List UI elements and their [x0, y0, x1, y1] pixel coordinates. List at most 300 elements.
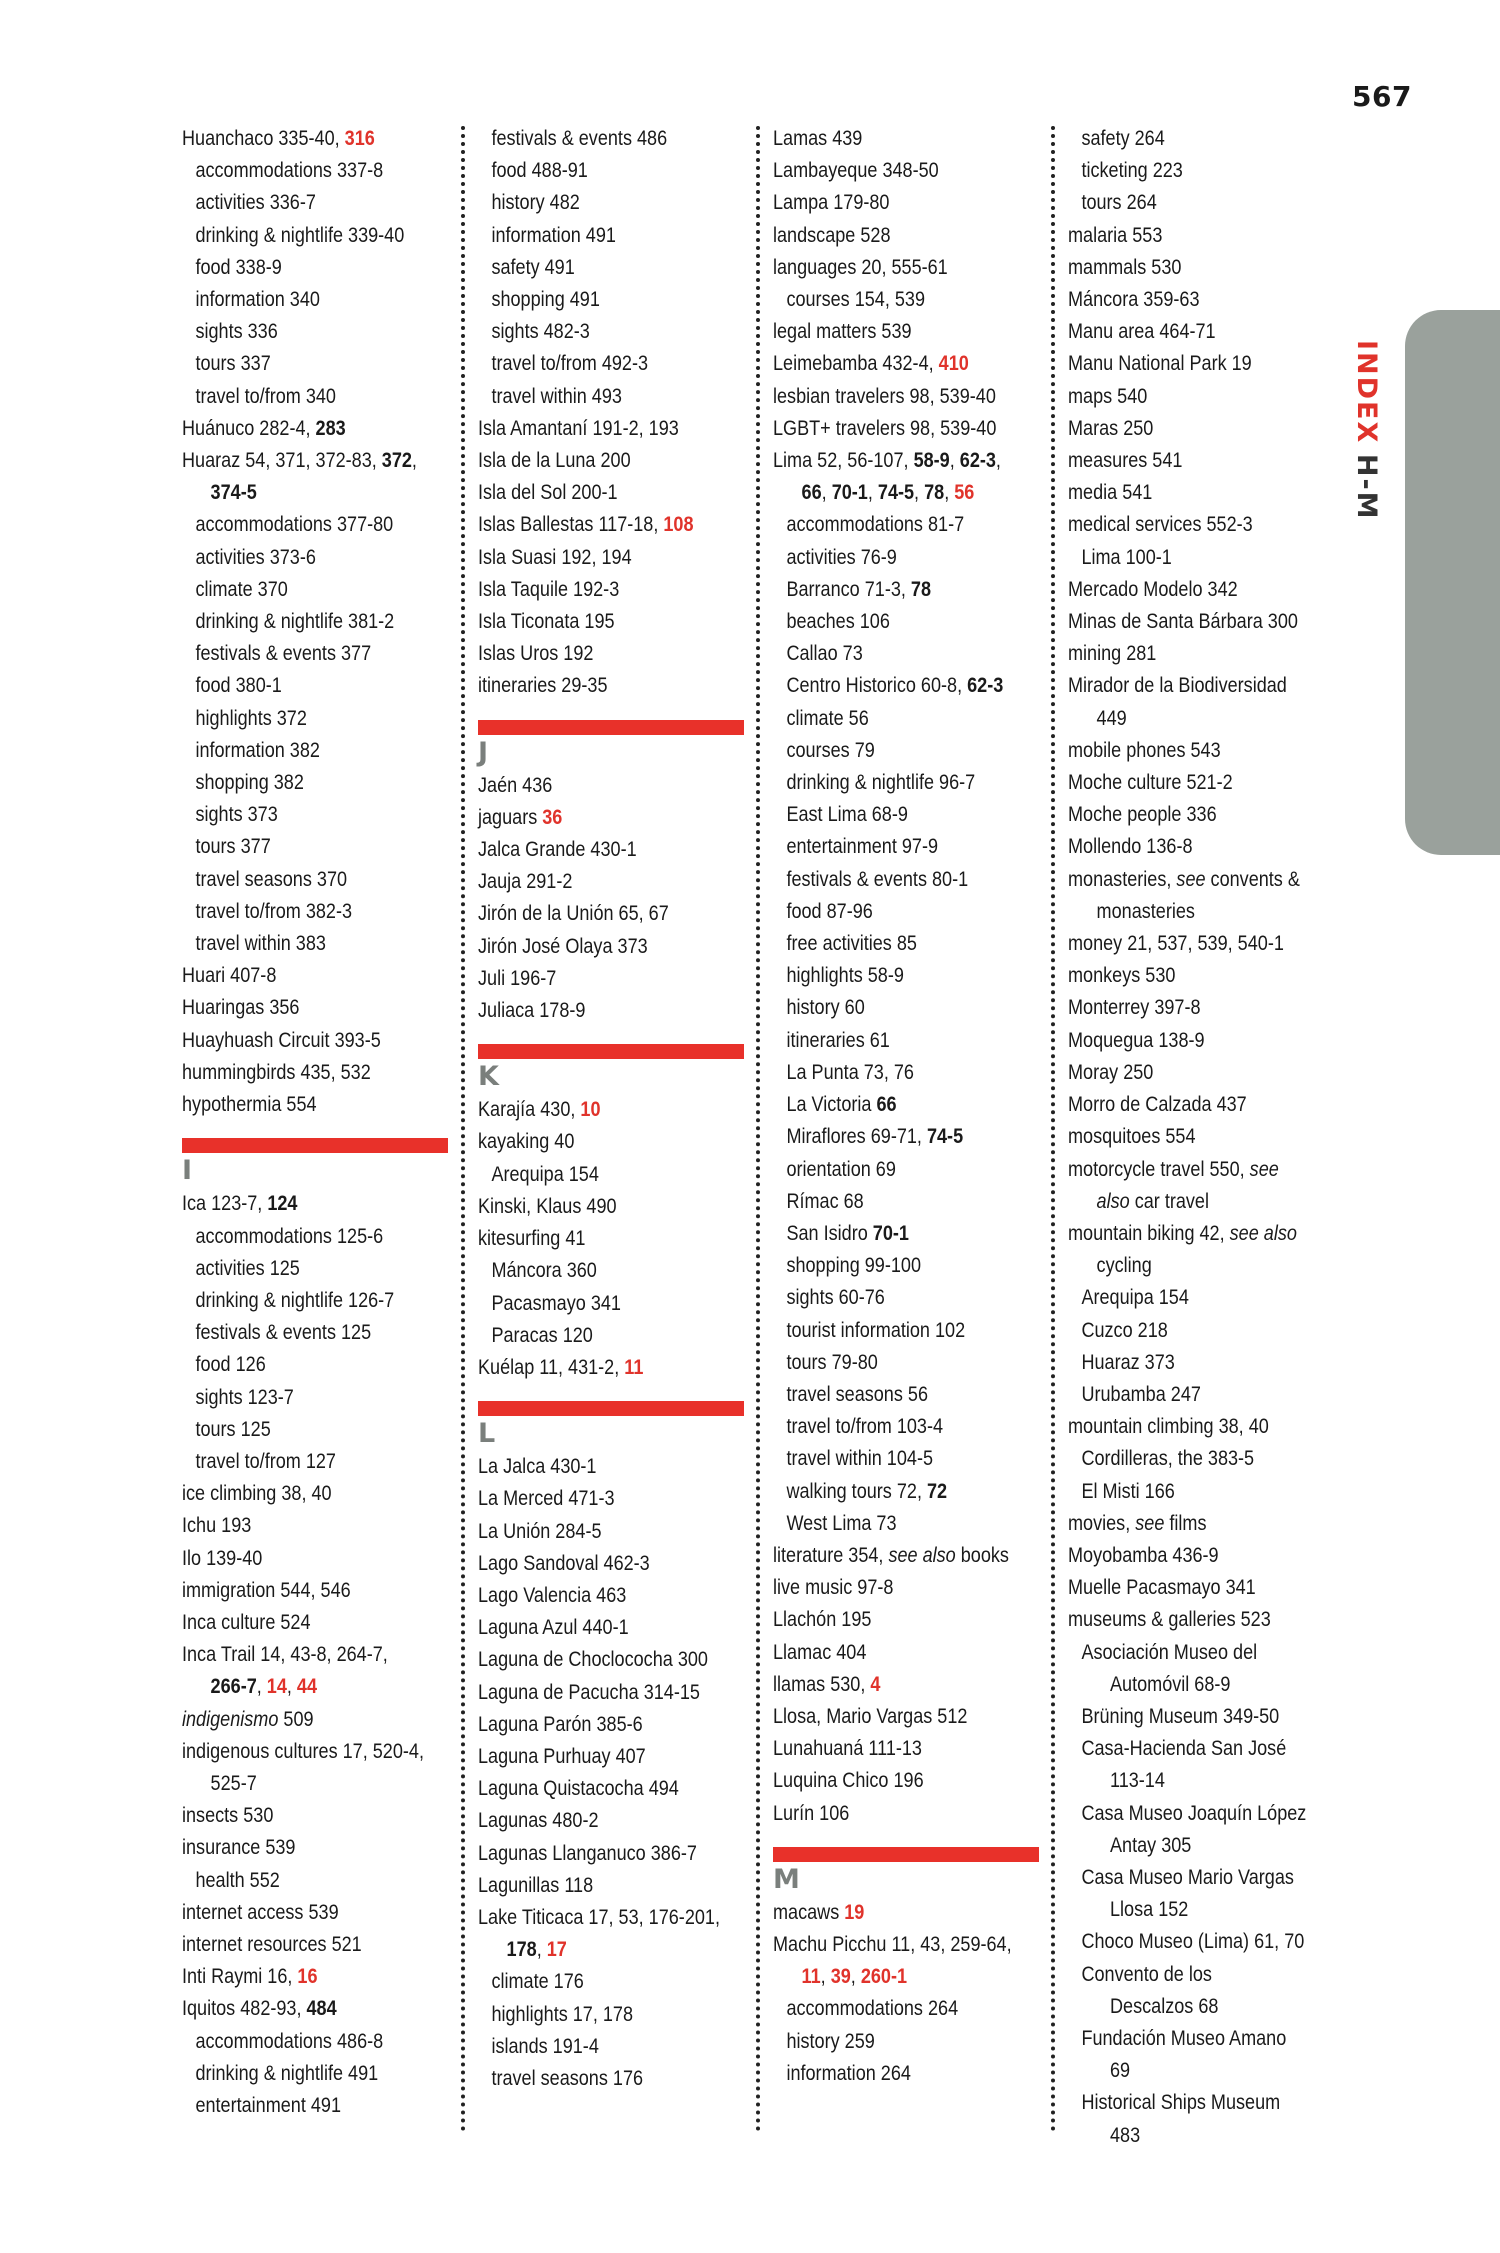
- index-subentry: [1068, 541, 1291, 573]
- entry-text: accommodations 81-7: [786, 512, 965, 537]
- index-tab-label: [1351, 340, 1382, 521]
- entry-text: see: [1176, 866, 1206, 891]
- entry-text: travel within 104-5: [786, 1446, 934, 1471]
- index-subentry: [773, 1024, 996, 1056]
- index-entry: [182, 1703, 405, 1735]
- illustration-page-ref: 410: [938, 351, 969, 376]
- index-entry: [182, 122, 405, 154]
- index-subentry: [773, 734, 996, 766]
- entry-text: Isla Suasi 192, 194: [478, 544, 632, 569]
- index-entry: [478, 1869, 701, 1901]
- entry-text: ice climbing 38, 40: [182, 1481, 332, 1506]
- entry-text: highlights 372: [195, 705, 307, 730]
- index-entry: [1068, 476, 1291, 508]
- entry-text: Lampa 179-80: [773, 190, 890, 215]
- entry-text: also: [1096, 1188, 1130, 1213]
- index-column-3: [773, 122, 1039, 2089]
- entry-text: Máncora 359-63: [1068, 287, 1200, 312]
- index-entry: [1068, 508, 1291, 540]
- entry-text: Casa Museo Joaquín López: [1081, 1800, 1307, 1825]
- map-page-ref: 62-3: [959, 448, 996, 473]
- entry-text: see: [1135, 1510, 1165, 1535]
- entry-text: LGBT+ travelers 98, 539-40: [773, 415, 997, 440]
- index-subentry: [182, 605, 405, 637]
- section-letter: M: [773, 1863, 800, 1895]
- index-entry: [182, 1088, 405, 1120]
- index-subentry: [478, 251, 701, 283]
- entry-text: information 340: [195, 287, 320, 312]
- entry-text: ,: [411, 448, 417, 473]
- index-subentry: [478, 122, 701, 154]
- entry-text: mobile phones 543: [1068, 737, 1221, 762]
- entry-text: maps 540: [1068, 383, 1148, 408]
- index-entry: [478, 865, 701, 897]
- entry-text: ,: [914, 480, 925, 505]
- entry-text: Mollendo 136-8: [1068, 834, 1193, 859]
- index-entry-continuation: [1068, 895, 1291, 927]
- map-page-ref: 58-9: [913, 448, 950, 473]
- index-subentry: [182, 766, 405, 798]
- index-subentry: [182, 251, 405, 283]
- index-subentry: [182, 1316, 405, 1348]
- entry-text: Isla del Sol 200-1: [478, 480, 618, 505]
- entry-text: Huanchaco 335-40,: [182, 126, 345, 150]
- index-entry: [182, 1735, 424, 1767]
- entry-text: sights 482-3: [491, 319, 590, 344]
- index-subentry: [773, 637, 996, 669]
- entry-text: drinking & nightlife 339-40: [195, 222, 405, 247]
- entry-text: Inca Trail 14, 43-8, 264-7,: [182, 1642, 388, 1667]
- entry-text: Lima 100-1: [1081, 544, 1172, 569]
- entry-text: Lagunillas 118: [478, 1872, 594, 1897]
- entry-text: Maras 250: [1068, 415, 1154, 440]
- entry-text: Huaringas 356: [182, 995, 300, 1020]
- illustration-page-ref: 260-1: [860, 1964, 908, 1989]
- index-subentry: [478, 2030, 701, 2062]
- entry-text: orientation 69: [786, 1156, 896, 1181]
- index-subentry: [773, 798, 996, 830]
- entry-text: jaguars: [478, 804, 543, 829]
- index-entry: [1068, 798, 1291, 830]
- index-entry: [773, 1571, 996, 1603]
- index-entry: [478, 962, 701, 994]
- entry-text: islands 191-4: [491, 2033, 599, 2058]
- entry-text: shopping 491: [491, 287, 600, 312]
- map-page-ref: 124: [267, 1191, 298, 1216]
- entry-text: ,: [256, 1674, 267, 1699]
- index-entry: [182, 1992, 405, 2024]
- index-entry: [1068, 1056, 1291, 1088]
- entry-text: media 541: [1068, 480, 1153, 505]
- entry-text: climate 176: [491, 1969, 584, 1994]
- entry-text: ,: [850, 1964, 861, 1989]
- entry-text: tours 79-80: [786, 1349, 878, 1374]
- entry-text: Moquegua 138-9: [1068, 1027, 1205, 1052]
- map-page-ref: 78: [910, 576, 932, 601]
- index-subentry: [1068, 2022, 1291, 2054]
- entry-text: insurance 539: [182, 1835, 296, 1860]
- index-entry: [1068, 734, 1291, 766]
- index-subentry: [182, 1864, 405, 1896]
- index-entry: [773, 122, 996, 154]
- entry-text: safety 264: [1081, 126, 1165, 150]
- entry-text: Urubamba 247: [1081, 1381, 1201, 1406]
- entry-text: entertainment 491: [195, 2092, 342, 2117]
- entry-text: Lurín 106: [773, 1800, 850, 1825]
- entry-text: tours 337: [195, 351, 271, 376]
- index-entry: [182, 412, 405, 444]
- entry-text: Inca culture 524: [182, 1609, 311, 1634]
- index-entry: [1068, 412, 1291, 444]
- index-entry-continuation: [182, 1670, 405, 1702]
- entry-text: La Jalca 430-1: [478, 1454, 597, 1479]
- index-entry: [478, 1804, 701, 1836]
- index-subentry: [773, 283, 996, 315]
- index-entry-continuation: [182, 476, 405, 508]
- entry-text: internet access 539: [182, 1899, 339, 1924]
- entry-text: malaria 553: [1068, 222, 1163, 247]
- entry-text: tours 264: [1081, 190, 1157, 215]
- entry-text: shopping 99-100: [786, 1253, 922, 1278]
- illustration-page-ref: 56: [954, 480, 975, 505]
- index-subentry: [1068, 186, 1291, 218]
- index-entry: [1068, 927, 1291, 959]
- entry-text: Isla Taquile 192-3: [478, 576, 620, 601]
- index-subentry: [773, 1153, 996, 1185]
- index-entry: [1068, 605, 1298, 637]
- entry-text: Kuélap 11, 431-2,: [478, 1354, 625, 1379]
- index-entry-continuation: [1068, 1764, 1291, 1796]
- section-letter: I: [182, 1155, 193, 1187]
- index-entry: [478, 476, 701, 508]
- entry-text: indigenismo: [182, 1706, 279, 1731]
- index-subentry: [478, 1998, 701, 2030]
- entry-text: information 264: [786, 2060, 911, 2085]
- index-subentry: [182, 1381, 405, 1413]
- entry-text: courses 154, 539: [786, 287, 926, 312]
- entry-text: sights 336: [195, 319, 278, 344]
- entry-text: Islas Uros 192: [478, 641, 594, 666]
- entry-text: Laguna de Choclococha 300: [478, 1647, 708, 1672]
- index-subentry: [773, 959, 996, 991]
- entry-text: convents &: [1205, 866, 1300, 891]
- entry-text: ,: [867, 480, 878, 505]
- entry-text: Moche people 336: [1068, 802, 1217, 827]
- entry-text: internet resources 521: [182, 1931, 362, 1956]
- entry-text: Paracas 120: [491, 1322, 593, 1347]
- entry-text: Antay 305: [1110, 1832, 1192, 1857]
- index-entry: [1068, 830, 1291, 862]
- index-subentry: [1068, 1346, 1291, 1378]
- entry-text: Isla Amantaní 191-2, 193: [478, 415, 679, 440]
- index-column-2: [478, 122, 744, 2094]
- index-entry: [773, 1636, 996, 1668]
- index-subentry: [182, 798, 405, 830]
- entry-text: festivals & events 486: [491, 126, 668, 150]
- entry-text: 509: [278, 1706, 314, 1731]
- index-subentry: [182, 347, 405, 379]
- entry-text: Muelle Pacasmayo 341: [1068, 1575, 1256, 1600]
- index-entry-continuation: [773, 476, 996, 508]
- entry-text: Jauja 291-2: [478, 869, 573, 894]
- entry-text: Laguna Purhuay 407: [478, 1743, 646, 1768]
- column-divider: [461, 126, 465, 2133]
- index-subentry: [1068, 1475, 1291, 1507]
- index-entry: [478, 1125, 701, 1157]
- index-entry: [478, 1772, 701, 1804]
- index-entry: [773, 1797, 996, 1829]
- entry-text: immigration 544, 546: [182, 1577, 351, 1602]
- index-subentry: [1068, 1442, 1291, 1474]
- index-subentry: [773, 1185, 996, 1217]
- index-entry: [478, 1515, 701, 1547]
- entry-text: travel to/from 103-4: [786, 1414, 944, 1439]
- index-subentry: [182, 186, 405, 218]
- entry-text: Rímac 68: [786, 1188, 864, 1213]
- entry-text: Arequipa 154: [491, 1161, 599, 1186]
- entry-text: La Merced 471-3: [478, 1486, 615, 1511]
- entry-text: Cuzco 218: [1081, 1317, 1168, 1342]
- map-page-ref: 283: [315, 415, 346, 440]
- entry-text: Barranco 71-3,: [786, 576, 911, 601]
- index-entry: [478, 1351, 701, 1383]
- entry-text: Jirón de la Unión 65, 67: [478, 901, 669, 926]
- index-subentry: [1068, 1861, 1294, 1893]
- entry-text: legal matters 539: [773, 319, 912, 344]
- index-subentry: [773, 927, 996, 959]
- index-subentry: [773, 541, 996, 573]
- entry-text: Llosa, Mario Vargas 512: [773, 1703, 968, 1728]
- index-subentry: [182, 315, 405, 347]
- map-page-ref: 66: [876, 1092, 897, 1117]
- index-subentry: [182, 1284, 405, 1316]
- index-entry: [1068, 1217, 1297, 1249]
- entry-text: Lagunas 480-2: [478, 1808, 599, 1833]
- index-tab-range: H-M: [1351, 453, 1382, 521]
- index-entry: [478, 1901, 720, 1933]
- index-subentry: [182, 219, 405, 251]
- index-subentry: [478, 1158, 701, 1190]
- entry-text: Lambayeque 348-50: [773, 158, 939, 183]
- index-entry: [182, 1960, 405, 1992]
- index-entry: [773, 347, 996, 379]
- index-subentry: [182, 541, 405, 573]
- index-subentry: [478, 1319, 701, 1351]
- entry-text: Manu area 464-71: [1068, 319, 1216, 344]
- entry-text: Kinski, Klaus 490: [478, 1193, 617, 1218]
- index-entry: [773, 315, 996, 347]
- entry-text: history 259: [786, 2028, 875, 2053]
- index-subentry: [773, 766, 996, 798]
- entry-text: San Isidro: [786, 1220, 873, 1245]
- index-entry-continuation: [1068, 702, 1291, 734]
- index-entry: [1068, 1024, 1291, 1056]
- index-entry: [478, 508, 701, 540]
- entry-text: Historical Ships Museum: [1081, 2090, 1281, 2115]
- entry-text: Llosa 152: [1110, 1897, 1189, 1922]
- entry-text: Asociación Museo del: [1081, 1639, 1258, 1664]
- column-divider: [1051, 126, 1055, 2133]
- illustration-page-ref: 36: [542, 804, 563, 829]
- entry-text: Casa Museo Mario Vargas: [1081, 1864, 1294, 1889]
- entry-text: El Misti 166: [1081, 1478, 1175, 1503]
- index-entry: [182, 1606, 405, 1638]
- index-entry-continuation: [182, 1767, 405, 1799]
- index-subentry: [182, 734, 405, 766]
- index-entry: [773, 1764, 996, 1796]
- index-entry: [1068, 863, 1300, 895]
- index-entry: [773, 1732, 996, 1764]
- index-entry-continuation: [1068, 1668, 1291, 1700]
- index-entry: [1068, 283, 1291, 315]
- entry-text: courses 79: [786, 737, 875, 762]
- index-subentry: [478, 154, 701, 186]
- entry-text: monasteries,: [1068, 866, 1177, 891]
- index-entry: [1068, 1539, 1291, 1571]
- entry-text: climate 370: [195, 576, 288, 601]
- entry-text: drinking & nightlife 96-7: [786, 770, 976, 795]
- entry-text: accommodations 125-6: [195, 1223, 384, 1248]
- entry-text: drinking & nightlife 491: [195, 2060, 379, 2085]
- entry-text: information 382: [195, 737, 320, 762]
- entry-text: information 491: [491, 222, 616, 247]
- entry-text: drinking & nightlife 381-2: [195, 609, 395, 634]
- illustration-page-ref: 11: [801, 1964, 821, 1989]
- index-entry: [182, 991, 405, 1023]
- index-entry: [478, 1579, 701, 1611]
- index-subentry: [773, 1217, 996, 1249]
- map-page-ref: 74-5: [877, 480, 915, 505]
- index-subentry: [1068, 1958, 1291, 1990]
- section-divider-bar: [182, 1138, 448, 1153]
- index-entry: [182, 1896, 405, 1928]
- entry-text: cycling: [1096, 1253, 1152, 1278]
- index-entry: [478, 930, 701, 962]
- entry-text: festivals & events 377: [195, 641, 372, 666]
- entry-text: languages 20, 555-61: [773, 254, 948, 279]
- entry-text: Karajía 430,: [478, 1097, 581, 1122]
- entry-text: macaws: [773, 1899, 845, 1924]
- entry-text: ,: [944, 480, 955, 505]
- index-subentry: [182, 1348, 405, 1380]
- entry-text: Minas de Santa Bárbara 300: [1068, 609, 1298, 634]
- entry-text: Laguna Quistacocha 494: [478, 1776, 679, 1801]
- index-entry: [478, 444, 701, 476]
- index-entry: [182, 1509, 405, 1541]
- entry-text: Huaraz 373: [1081, 1349, 1175, 1374]
- index-subentry: [773, 1410, 996, 1442]
- index-entry: [182, 444, 417, 476]
- index-subentry: [182, 380, 405, 412]
- index-entry: [478, 833, 701, 865]
- index-entry: [773, 1700, 996, 1732]
- index-entry: [1068, 380, 1291, 412]
- index-entry: [478, 605, 701, 637]
- entry-text: activities 336-7: [195, 190, 316, 215]
- index-entry: [773, 1928, 1012, 1960]
- index-subentry: [1068, 1636, 1291, 1668]
- index-subentry: [478, 283, 701, 315]
- entry-text: travel to/from 340: [195, 383, 336, 408]
- entry-text: activities 373-6: [195, 544, 316, 569]
- index-entry-continuation: [1068, 1893, 1291, 1925]
- entry-text: accommodations 486-8: [195, 2028, 384, 2053]
- index-entry-continuation: [1068, 2119, 1291, 2151]
- entry-text: Huayhuash Circuit 393-5: [182, 1027, 381, 1052]
- entry-text: ticketing 223: [1081, 158, 1183, 183]
- entry-text: Morro de Calzada 437: [1068, 1092, 1247, 1117]
- entry-text: Moray 250: [1068, 1059, 1154, 1084]
- index-subentry: [773, 991, 996, 1023]
- index-entry: [773, 444, 1001, 476]
- index-entry: [1068, 991, 1291, 1023]
- index-entry: [1068, 347, 1291, 379]
- index-entry: [1068, 766, 1291, 798]
- entry-text: La Victoria: [786, 1092, 877, 1117]
- entry-text: travel to/from 492-3: [491, 351, 649, 376]
- index-entry: [773, 1896, 996, 1928]
- map-page-ref: 372: [381, 448, 412, 473]
- entry-text: lesbian travelers 98, 539-40: [773, 383, 996, 408]
- entry-text: measures 541: [1068, 448, 1183, 473]
- entry-text: kayaking 40: [478, 1129, 575, 1154]
- index-subentry: [182, 669, 405, 701]
- entry-text: travel seasons 370: [195, 866, 348, 891]
- index-entry-continuation: [1068, 2054, 1291, 2086]
- entry-text: health 552: [195, 1867, 280, 1892]
- entry-text: West Lima 73: [786, 1510, 897, 1535]
- entry-text: 113-14: [1110, 1768, 1165, 1793]
- index-entry: [478, 897, 701, 929]
- index-column-1: [182, 122, 448, 2121]
- entry-text: Isla Ticonata 195: [478, 609, 615, 634]
- index-entry: [478, 994, 701, 1026]
- index-entry: [478, 1547, 701, 1579]
- entry-text: activities 76-9: [786, 544, 897, 569]
- index-subentry: [773, 1346, 996, 1378]
- index-subentry: [773, 1249, 996, 1281]
- entry-text: activities 125: [195, 1255, 300, 1280]
- index-entry: [773, 154, 996, 186]
- map-page-ref: 70-1: [872, 1220, 909, 1245]
- illustration-page-ref: 19: [844, 1899, 865, 1924]
- index-subentry: [773, 702, 996, 734]
- entry-text: Convento de los: [1081, 1961, 1212, 1986]
- entry-text: Arequipa 154: [1081, 1285, 1189, 1310]
- entry-text: highlights 17, 178: [491, 2001, 634, 2026]
- index-entry: [1068, 1088, 1291, 1120]
- index-entry: [478, 1222, 701, 1254]
- map-page-ref: 374-5: [210, 480, 257, 505]
- entry-text: tours 125: [195, 1416, 271, 1441]
- entry-text: Jirón José Olaya 373: [478, 933, 648, 958]
- index-subentry: [773, 605, 996, 637]
- index-subentry: [182, 154, 405, 186]
- entry-text: Ilo 139-40: [182, 1545, 263, 1570]
- index-entry: [1068, 959, 1291, 991]
- index-subentry: [1068, 1732, 1291, 1764]
- index-subentry: [182, 637, 405, 669]
- index-subentry: [478, 1965, 701, 1997]
- entry-text: tourist information 102: [786, 1317, 966, 1342]
- illustration-page-ref: 14: [266, 1674, 287, 1699]
- index-entry: [478, 1093, 701, 1125]
- index-entry: [773, 412, 996, 444]
- entry-text: entertainment 97-9: [786, 834, 939, 859]
- index-entry: [773, 1539, 1009, 1571]
- entry-text: Islas Ballestas 117-18,: [478, 512, 664, 537]
- index-subentry: [182, 2089, 405, 2121]
